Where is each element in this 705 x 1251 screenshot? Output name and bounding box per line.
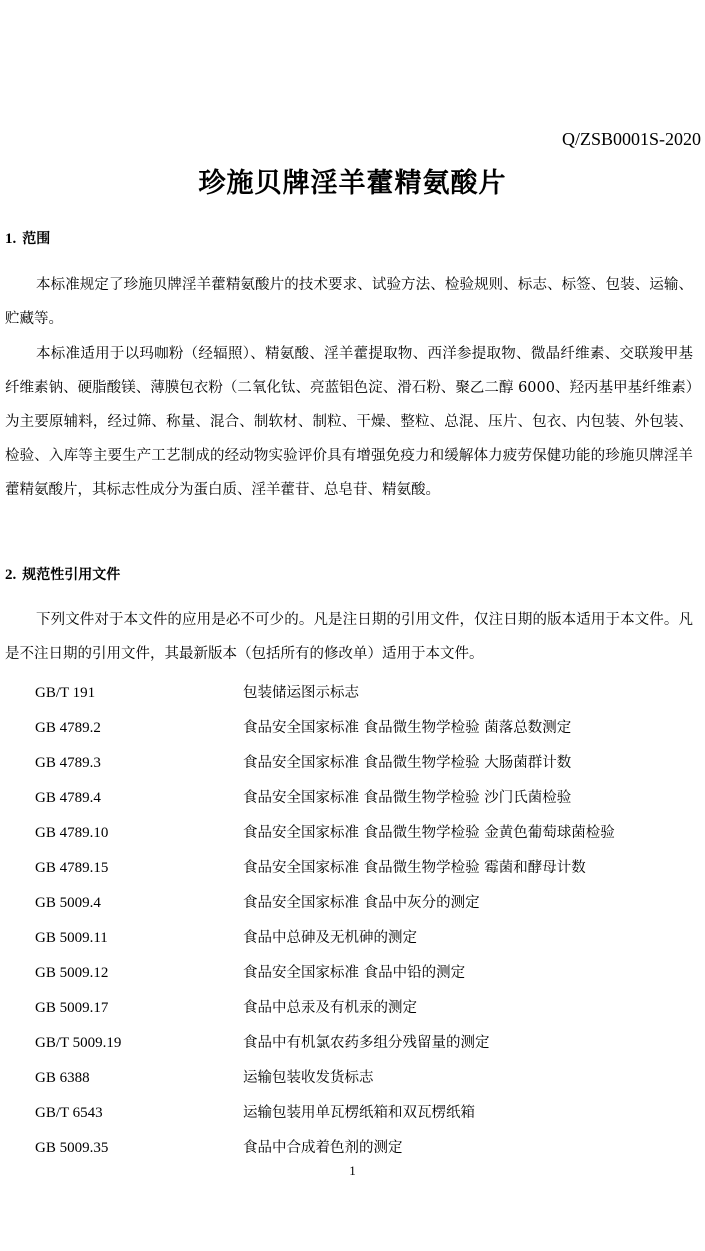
reference-row: [0, 781, 705, 816]
reference-title: 食品中总汞及有机汞的测定: [243, 1000, 417, 1016]
standard-code: Q/ZSB0001S-2020: [561, 129, 701, 149]
reference-code: GB 4789.3: [35, 755, 101, 771]
scope-paragraph-1: 本标准规定了珍施贝牌淫羊藿精氨酸片的技术要求、试验方法、检验规则、标志、标签、包装、运输、贮藏等。: [5, 277, 693, 327]
reference-row: [0, 1061, 705, 1096]
section-heading-references: [5, 565, 120, 585]
reference-title: 食品安全国家标准 食品微生物学检验 菌落总数测定: [243, 720, 572, 736]
reference-row: [0, 676, 705, 711]
reference-title: 食品中合成着色剂的测定: [243, 1140, 403, 1156]
reference-title: 运输包装收发货标志: [243, 1070, 374, 1086]
reference-code: GB 4789.4: [35, 790, 101, 806]
reference-row: [0, 991, 705, 1026]
reference-title: 食品安全国家标准 食品中铅的测定: [243, 965, 466, 981]
reference-title: 食品中有机氯农药多组分残留量的测定: [243, 1035, 490, 1051]
reference-row: [0, 816, 705, 851]
reference-row: [0, 746, 705, 781]
reference-code: GB/T 5009.19: [35, 1035, 122, 1051]
reference-code: GB/T 6543: [35, 1105, 103, 1121]
reference-title: 食品安全国家标准 食品中灰分的测定: [243, 895, 480, 911]
page-number: 1: [349, 1163, 356, 1178]
reference-code: GB 5009.11: [35, 930, 108, 946]
references-intro-paragraph: 下列文件对于本文件的应用是必不可少的。凡是注日期的引用文件，仅注日期的版本适用于本文件。凡是不注日期的引用文件，其最新版本（包括所有的修改单）适用于本文件。: [5, 612, 693, 662]
reference-code: GB 5009.17: [35, 1000, 109, 1016]
reference-row: [0, 851, 705, 886]
reference-code: GB 5009.35: [35, 1140, 109, 1156]
section-number: 2.: [5, 567, 17, 583]
reference-row: [0, 886, 705, 921]
reference-title: 食品安全国家标准 食品微生物学检验 霉菌和酵母计数: [243, 860, 586, 876]
reference-title: 运输包装用单瓦楞纸箱和双瓦楞纸箱: [243, 1105, 475, 1121]
reference-code: GB 5009.12: [35, 965, 109, 981]
reference-title: 食品安全国家标准 食品微生物学检验 沙门氏菌检验: [243, 790, 572, 806]
section-title: 规范性引用文件: [22, 567, 121, 583]
reference-row: [0, 1131, 705, 1166]
reference-code: GB/T 191: [35, 685, 96, 701]
document-title: 珍施贝牌淫羊藿精氨酸片: [198, 168, 507, 199]
reference-code: GB 6388: [35, 1070, 90, 1086]
reference-row: [0, 711, 705, 746]
reference-title: 食品中总砷及无机砷的测定: [243, 930, 417, 946]
reference-row: [0, 921, 705, 956]
section-number: 1.: [5, 231, 17, 247]
reference-code: GB 4789.10: [35, 825, 109, 841]
reference-title: 食品安全国家标准 食品微生物学检验 金黄色葡萄球菌检验: [243, 825, 615, 841]
reference-title: 食品安全国家标准 食品微生物学检验 大肠菌群计数: [243, 755, 572, 771]
reference-title: 包装储运图示标志: [243, 685, 359, 701]
reference-list: [0, 676, 705, 1166]
reference-row: [0, 956, 705, 991]
reference-code: GB 4789.15: [35, 860, 109, 876]
section-title: 范围: [22, 231, 51, 247]
reference-code: GB 5009.4: [35, 895, 101, 911]
reference-code: GB 4789.2: [35, 720, 101, 736]
reference-row: [0, 1026, 705, 1061]
section-heading-scope: [5, 229, 50, 249]
reference-row: [0, 1096, 705, 1131]
scope-paragraph-2: 本标准适用于以玛咖粉（经辐照）、精氨酸、淫羊藿提取物、西洋参提取物、微晶纤维素、交联羧甲基纤维素钠、硬脂酸镁、薄膜包衣粉（二氧化钛、亮蓝铝色淀、滑石粉、聚乙二醇 6000、羟丙基甲基纤维素）为主要原辅料，经过筛、称量、混合、制软材、制粒、干燥、整粒、总混、压片、包衣、内包装、外包装、检验、入库等主要生产工艺制成的经动物实验评价具有增强免疫力和缓解体力疲劳保健功能的珍施贝牌淫羊藿精氨酸片，其标志性成分为蛋白质、淫羊藿苷、总皂苷、精氨酸。: [5, 346, 693, 498]
